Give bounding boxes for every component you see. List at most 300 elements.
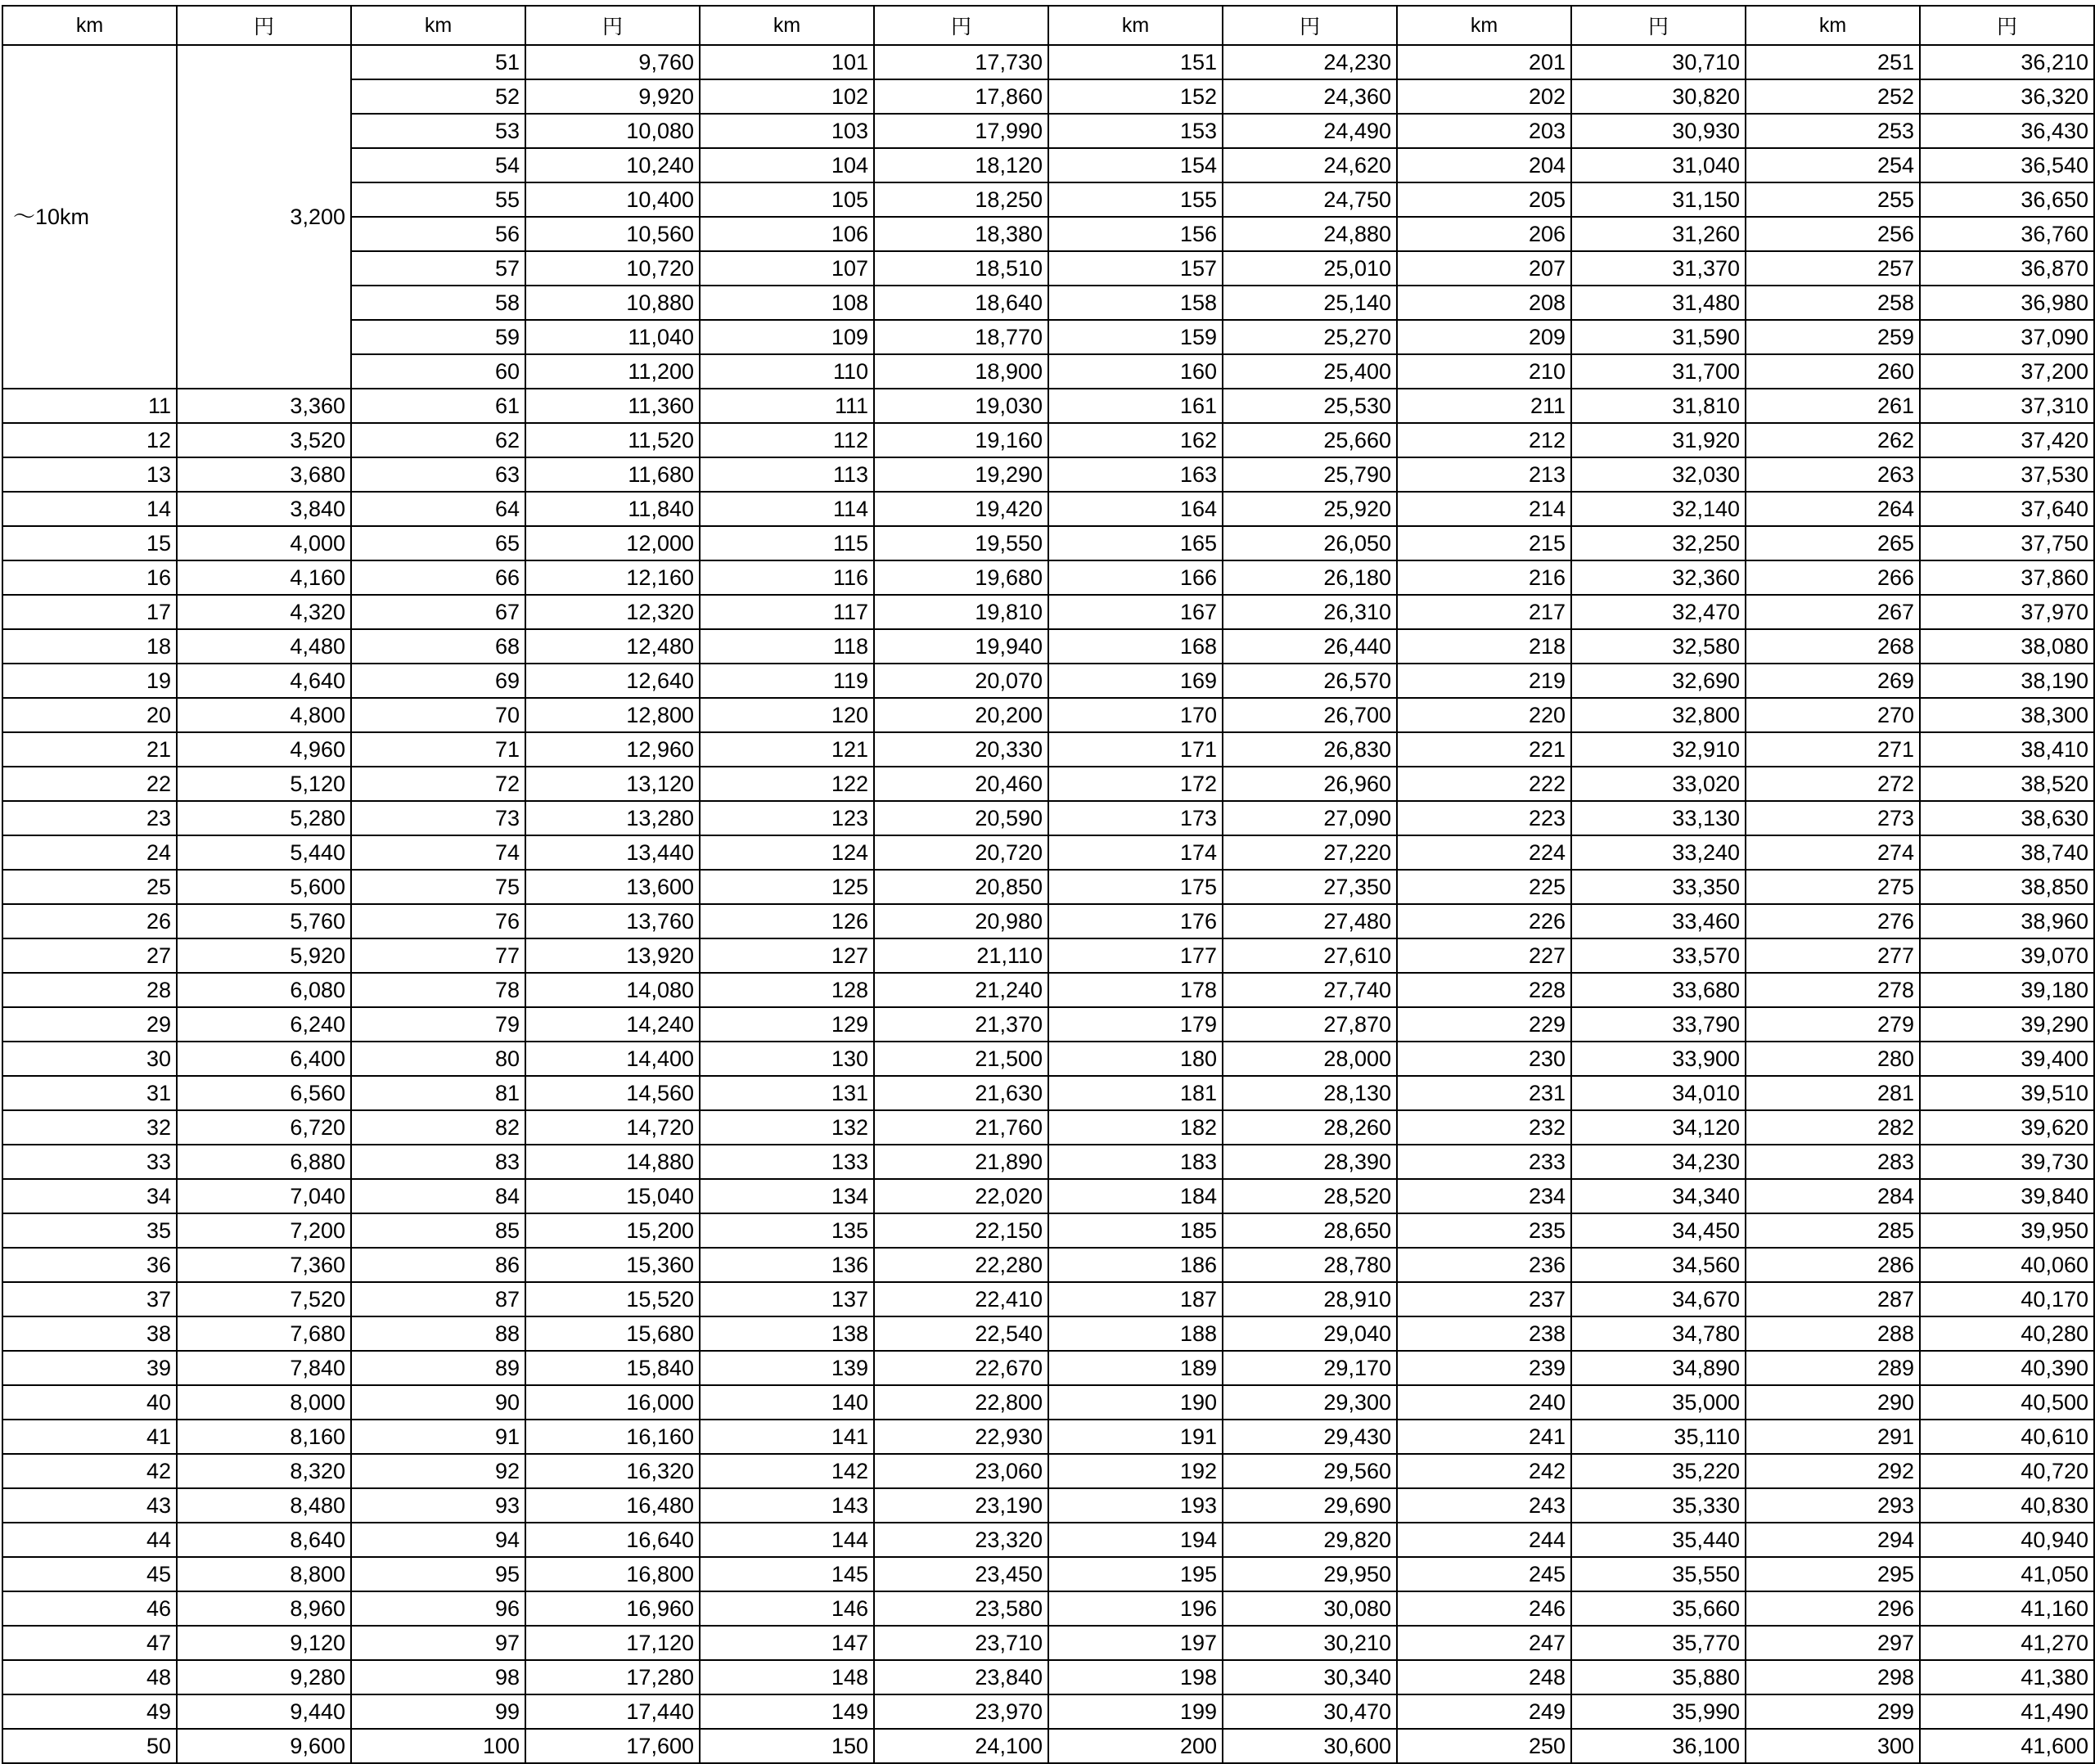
header-yen: 円 (1223, 6, 1397, 45)
fare-cell: 33,680 (1571, 973, 1746, 1007)
fare-cell: 12,320 (525, 595, 700, 629)
table-row (2, 1110, 2094, 1145)
fare-cell: 14,400 (525, 1042, 700, 1076)
fare-cell: 31,370 (1571, 251, 1746, 286)
km-cell: 243 (1397, 1488, 1571, 1523)
fare-cell: 25,920 (1223, 492, 1397, 526)
fare-cell: 27,870 (1223, 1007, 1397, 1042)
km-cell: 107 (700, 251, 874, 286)
km-cell: 55 (351, 182, 525, 217)
km-cell: 110 (700, 354, 874, 389)
table-row (2, 664, 2094, 698)
fare-cell: 9,760 (525, 45, 700, 79)
km-cell: 199 (1048, 1694, 1223, 1729)
fare-table (2, 5, 2095, 1764)
table-row (2, 1385, 2094, 1420)
table-row (2, 1007, 2094, 1042)
fare-cell: 35,550 (1571, 1557, 1746, 1591)
fare-cell: 9,440 (177, 1694, 351, 1729)
km-cell: 180 (1048, 1042, 1223, 1076)
fare-cell: 31,150 (1571, 182, 1746, 217)
km-cell: 165 (1048, 526, 1223, 560)
km-cell: 231 (1397, 1076, 1571, 1110)
table-row (2, 732, 2094, 767)
km-cell: 203 (1397, 114, 1571, 148)
fare-cell: 35,330 (1571, 1488, 1746, 1523)
km-cell: 177 (1048, 938, 1223, 973)
fare-cell: 19,550 (874, 526, 1048, 560)
km-cell: 285 (1746, 1213, 1920, 1248)
km-cell: 185 (1048, 1213, 1223, 1248)
fare-cell: 10,720 (525, 251, 700, 286)
fare-cell: 16,960 (525, 1591, 700, 1626)
km-cell: 200 (1048, 1729, 1223, 1763)
table-row (2, 45, 2094, 79)
fare-cell: 40,390 (1920, 1351, 2094, 1385)
km-cell: 297 (1746, 1626, 1920, 1660)
table-row (2, 1076, 2094, 1110)
km-cell: 228 (1397, 973, 1571, 1007)
fare-cell: 24,750 (1223, 182, 1397, 217)
fare-cell: 36,100 (1571, 1729, 1746, 1763)
km-cell: 41 (2, 1420, 177, 1454)
km-cell: 50 (2, 1729, 177, 1763)
fare-cell: 35,440 (1571, 1523, 1746, 1557)
fare-cell: 40,060 (1920, 1248, 2094, 1282)
km-cell: 27 (2, 938, 177, 973)
fare-cell: 14,720 (525, 1110, 700, 1145)
km-cell: 44 (2, 1523, 177, 1557)
km-cell: 191 (1048, 1420, 1223, 1454)
fare-cell: 5,760 (177, 904, 351, 938)
fare-cell: 40,610 (1920, 1420, 2094, 1454)
fare-cell: 25,400 (1223, 354, 1397, 389)
fare-cell: 34,010 (1571, 1076, 1746, 1110)
km-cell: 145 (700, 1557, 874, 1591)
fare-cell: 15,840 (525, 1351, 700, 1385)
fare-cell: 26,440 (1223, 629, 1397, 664)
km-cell: 91 (351, 1420, 525, 1454)
fare-cell: 15,680 (525, 1316, 700, 1351)
km-cell: 67 (351, 595, 525, 629)
fare-cell: 17,440 (525, 1694, 700, 1729)
km-cell: 190 (1048, 1385, 1223, 1420)
fare-cell: 9,600 (177, 1729, 351, 1763)
km-cell: 78 (351, 973, 525, 1007)
fare-cell: 20,720 (874, 835, 1048, 870)
fare-cell: 30,710 (1571, 45, 1746, 79)
km-cell: 38 (2, 1316, 177, 1351)
km-cell: 246 (1397, 1591, 1571, 1626)
fare-cell: 34,340 (1571, 1179, 1746, 1213)
km-cell: 46 (2, 1591, 177, 1626)
fare-cell: 39,840 (1920, 1179, 2094, 1213)
km-cell: 219 (1397, 664, 1571, 698)
km-cell: 155 (1048, 182, 1223, 217)
fare-cell: 37,420 (1920, 423, 2094, 457)
fare-cell: 11,840 (525, 492, 700, 526)
km-cell: 31 (2, 1076, 177, 1110)
fare-cell: 32,580 (1571, 629, 1746, 664)
km-cell: 161 (1048, 389, 1223, 423)
fare-cell: 29,430 (1223, 1420, 1397, 1454)
fare-cell: 7,200 (177, 1213, 351, 1248)
km-cell: 216 (1397, 560, 1571, 595)
fare-cell: 4,320 (177, 595, 351, 629)
header-yen: 円 (1571, 6, 1746, 45)
km-cell: 47 (2, 1626, 177, 1660)
fare-cell: 36,320 (1920, 79, 2094, 114)
fare-cell: 6,400 (177, 1042, 351, 1076)
km-cell: 71 (351, 732, 525, 767)
km-cell: 70 (351, 698, 525, 732)
fare-cell: 34,230 (1571, 1145, 1746, 1179)
km-cell: 117 (700, 595, 874, 629)
fare-cell: 34,120 (1571, 1110, 1746, 1145)
km-cell: 141 (700, 1420, 874, 1454)
km-cell: 268 (1746, 629, 1920, 664)
fare-cell: 34,890 (1571, 1351, 1746, 1385)
fare-cell: 12,960 (525, 732, 700, 767)
header-yen: 円 (1920, 6, 2094, 45)
fare-cell: 25,660 (1223, 423, 1397, 457)
km-cell: 201 (1397, 45, 1571, 79)
km-cell: 263 (1746, 457, 1920, 492)
fare-cell: 17,280 (525, 1660, 700, 1694)
km-cell: 128 (700, 973, 874, 1007)
km-cell: 251 (1746, 45, 1920, 79)
fare-cell: 24,620 (1223, 148, 1397, 182)
fare-cell: 20,460 (874, 767, 1048, 801)
km-cell: 81 (351, 1076, 525, 1110)
km-cell: 30 (2, 1042, 177, 1076)
km-cell: 130 (700, 1042, 874, 1076)
fare-cell: 27,610 (1223, 938, 1397, 973)
km-cell: 279 (1746, 1007, 1920, 1042)
fare-cell: 39,730 (1920, 1145, 2094, 1179)
fare-cell: 33,460 (1571, 904, 1746, 938)
km-cell: 12 (2, 423, 177, 457)
km-cell: 57 (351, 251, 525, 286)
km-cell: 230 (1397, 1042, 1571, 1076)
fare-cell: 25,010 (1223, 251, 1397, 286)
km-cell: 116 (700, 560, 874, 595)
km-cell: 269 (1746, 664, 1920, 698)
km-cell: 227 (1397, 938, 1571, 973)
km-cell: 83 (351, 1145, 525, 1179)
km-cell: 224 (1397, 835, 1571, 870)
km-cell: 36 (2, 1248, 177, 1282)
fare-cell: 3,360 (177, 389, 351, 423)
km-cell: 108 (700, 286, 874, 320)
header-row (2, 6, 2094, 45)
km-cell: 278 (1746, 973, 1920, 1007)
fare-cell: 17,990 (874, 114, 1048, 148)
fare-cell: 41,160 (1920, 1591, 2094, 1626)
header-km: km (1746, 6, 1920, 45)
fare-cell: 21,890 (874, 1145, 1048, 1179)
fare-cell: 10,560 (525, 217, 700, 251)
fare-cell: 37,310 (1920, 389, 2094, 423)
fare-cell: 23,060 (874, 1454, 1048, 1488)
fare-cell: 4,960 (177, 732, 351, 767)
table-row (2, 1660, 2094, 1694)
km-cell: 120 (700, 698, 874, 732)
km-cell: 261 (1746, 389, 1920, 423)
fare-cell: 22,670 (874, 1351, 1048, 1385)
fare-cell: 13,920 (525, 938, 700, 973)
table-row (2, 389, 2094, 423)
km-cell: 169 (1048, 664, 1223, 698)
fare-cell: 6,240 (177, 1007, 351, 1042)
km-cell: 254 (1746, 148, 1920, 182)
fare-cell: 41,490 (1920, 1694, 2094, 1729)
km-cell: 171 (1048, 732, 1223, 767)
fare-cell: 31,480 (1571, 286, 1746, 320)
km-cell: 65 (351, 526, 525, 560)
fare-cell: 13,600 (525, 870, 700, 904)
km-cell: 48 (2, 1660, 177, 1694)
fare-cell: 28,780 (1223, 1248, 1397, 1282)
fare-cell: 14,080 (525, 973, 700, 1007)
km-cell: 212 (1397, 423, 1571, 457)
fare-cell: 30,470 (1223, 1694, 1397, 1729)
km-cell: 49 (2, 1694, 177, 1729)
fare-cell: 40,170 (1920, 1282, 2094, 1316)
fare-cell: 15,360 (525, 1248, 700, 1282)
fare-cell: 12,160 (525, 560, 700, 595)
fare-cell: 13,120 (525, 767, 700, 801)
fare-cell: 23,840 (874, 1660, 1048, 1694)
km-cell: 209 (1397, 320, 1571, 354)
km-cell: 126 (700, 904, 874, 938)
km-cell: 23 (2, 801, 177, 835)
fare-cell: 33,240 (1571, 835, 1746, 870)
km-cell: 154 (1048, 148, 1223, 182)
table-row (2, 423, 2094, 457)
km-cell: 156 (1048, 217, 1223, 251)
fare-cell: 31,920 (1571, 423, 1746, 457)
km-cell: 102 (700, 79, 874, 114)
fare-cell: 28,650 (1223, 1213, 1397, 1248)
fare-cell: 38,080 (1920, 629, 2094, 664)
fare-cell: 37,090 (1920, 320, 2094, 354)
km-cell: 166 (1048, 560, 1223, 595)
km-cell: 73 (351, 801, 525, 835)
km-cell: 112 (700, 423, 874, 457)
fare-cell: 39,510 (1920, 1076, 2094, 1110)
km-cell: 256 (1746, 217, 1920, 251)
header-yen: 円 (874, 6, 1048, 45)
km-cell: 210 (1397, 354, 1571, 389)
fare-cell: 36,540 (1920, 148, 2094, 182)
fare-cell: 28,520 (1223, 1179, 1397, 1213)
km-cell: 80 (351, 1042, 525, 1076)
km-cell: 96 (351, 1591, 525, 1626)
fare-cell: 40,720 (1920, 1454, 2094, 1488)
km-cell: 152 (1048, 79, 1223, 114)
km-cell: 92 (351, 1454, 525, 1488)
km-cell: 26 (2, 904, 177, 938)
km-cell: 288 (1746, 1316, 1920, 1351)
fare-cell: 37,640 (1920, 492, 2094, 526)
fare-cell: 27,350 (1223, 870, 1397, 904)
table-row (2, 1179, 2094, 1213)
km-cell: 281 (1746, 1076, 1920, 1110)
km-cell: 42 (2, 1454, 177, 1488)
table-row (2, 492, 2094, 526)
km-cell: 150 (700, 1729, 874, 1763)
km-cell: 247 (1397, 1626, 1571, 1660)
header-km: km (1048, 6, 1223, 45)
km-cell: 287 (1746, 1282, 1920, 1316)
km-cell: 87 (351, 1282, 525, 1316)
fare-cell: 10,240 (525, 148, 700, 182)
fare-cell: 40,280 (1920, 1316, 2094, 1351)
km-cell: 16 (2, 560, 177, 595)
km-cell: 236 (1397, 1248, 1571, 1282)
km-cell: 37 (2, 1282, 177, 1316)
km-cell: 75 (351, 870, 525, 904)
km-cell: 168 (1048, 629, 1223, 664)
km-cell: 32 (2, 1110, 177, 1145)
fare-cell: 34,450 (1571, 1213, 1746, 1248)
fare-cell: 32,690 (1571, 664, 1746, 698)
fare-cell: 24,230 (1223, 45, 1397, 79)
km-cell: 56 (351, 217, 525, 251)
km-cell: 160 (1048, 354, 1223, 389)
km-cell: 62 (351, 423, 525, 457)
fare-cell: 8,000 (177, 1385, 351, 1420)
km-cell: 148 (700, 1660, 874, 1694)
fare-cell: 24,360 (1223, 79, 1397, 114)
km-cell: 106 (700, 217, 874, 251)
km-cell: 280 (1746, 1042, 1920, 1076)
fare-cell: 31,040 (1571, 148, 1746, 182)
km-cell: 222 (1397, 767, 1571, 801)
km-cell: 223 (1397, 801, 1571, 835)
km-cell: 194 (1048, 1523, 1223, 1557)
fare-cell: 20,070 (874, 664, 1048, 698)
fare-cell: 36,430 (1920, 114, 2094, 148)
km-cell: 217 (1397, 595, 1571, 629)
km-cell: 18 (2, 629, 177, 664)
fare-cell: 27,740 (1223, 973, 1397, 1007)
km-cell: 273 (1746, 801, 1920, 835)
km-cell: 248 (1397, 1660, 1571, 1694)
km-cell: 28 (2, 973, 177, 1007)
km-cell: 198 (1048, 1660, 1223, 1694)
fare-cell: 7,680 (177, 1316, 351, 1351)
fare-cell: 22,540 (874, 1316, 1048, 1351)
fare-cell: 39,620 (1920, 1110, 2094, 1145)
fare-cell: 16,000 (525, 1385, 700, 1420)
km-cell: 272 (1746, 767, 1920, 801)
fare-cell: 5,120 (177, 767, 351, 801)
table-row (2, 560, 2094, 595)
fare-cell: 29,300 (1223, 1385, 1397, 1420)
fare-cell: 20,590 (874, 801, 1048, 835)
km-cell: 255 (1746, 182, 1920, 217)
fare-cell: 24,100 (874, 1729, 1048, 1763)
fare-cell: 8,320 (177, 1454, 351, 1488)
km-cell: 170 (1048, 698, 1223, 732)
table-row (2, 595, 2094, 629)
table-row (2, 1557, 2094, 1591)
km-cell: 296 (1746, 1591, 1920, 1626)
fare-cell: 15,200 (525, 1213, 700, 1248)
fare-cell: 18,120 (874, 148, 1048, 182)
table-row (2, 870, 2094, 904)
fare-cell: 11,520 (525, 423, 700, 457)
km-cell: 69 (351, 664, 525, 698)
km-cell: 233 (1397, 1145, 1571, 1179)
km-cell: 33 (2, 1145, 177, 1179)
fare-cell: 35,880 (1571, 1660, 1746, 1694)
fare-cell: 38,850 (1920, 870, 2094, 904)
km-cell: 291 (1746, 1420, 1920, 1454)
km-cell: 131 (700, 1076, 874, 1110)
km-cell: 257 (1746, 251, 1920, 286)
fare-cell: 41,050 (1920, 1557, 2094, 1591)
km-cell: 60 (351, 354, 525, 389)
km-cell: 298 (1746, 1660, 1920, 1694)
fare-cell: 22,280 (874, 1248, 1048, 1282)
fare-cell: 38,300 (1920, 698, 2094, 732)
km-cell: 186 (1048, 1248, 1223, 1282)
table-row (2, 1042, 2094, 1076)
fare-cell: 36,760 (1920, 217, 2094, 251)
fare-cell: 11,200 (525, 354, 700, 389)
fare-cell: 7,520 (177, 1282, 351, 1316)
km-cell: 63 (351, 457, 525, 492)
fare-cell: 34,780 (1571, 1316, 1746, 1351)
fare-cell: 15,040 (525, 1179, 700, 1213)
km-cell: 283 (1746, 1145, 1920, 1179)
km-cell: 163 (1048, 457, 1223, 492)
km-cell: 98 (351, 1660, 525, 1694)
fare-cell: 37,970 (1920, 595, 2094, 629)
km-cell: 66 (351, 560, 525, 595)
km-cell: 58 (351, 286, 525, 320)
fare-cell: 40,500 (1920, 1385, 2094, 1420)
fare-cell: 33,570 (1571, 938, 1746, 973)
km-cell: 147 (700, 1626, 874, 1660)
fare-cell: 23,190 (874, 1488, 1048, 1523)
fare-cell: 37,860 (1920, 560, 2094, 595)
table-row (2, 1316, 2094, 1351)
km-cell: 53 (351, 114, 525, 148)
fare-cell: 20,200 (874, 698, 1048, 732)
km-cell: 237 (1397, 1282, 1571, 1316)
fare-cell: 7,040 (177, 1179, 351, 1213)
km-cell: 146 (700, 1591, 874, 1626)
km-cell: 94 (351, 1523, 525, 1557)
fare-cell: 38,520 (1920, 767, 2094, 801)
fare-cell: 5,440 (177, 835, 351, 870)
km-cell: 104 (700, 148, 874, 182)
fare-cell: 31,810 (1571, 389, 1746, 423)
fare-cell: 41,380 (1920, 1660, 2094, 1694)
table-header (2, 6, 2094, 45)
fare-cell: 18,380 (874, 217, 1048, 251)
km-cell: 86 (351, 1248, 525, 1282)
table-body (2, 45, 2094, 1763)
km-cell: 204 (1397, 148, 1571, 182)
km-cell: 206 (1397, 217, 1571, 251)
fare-cell: 25,140 (1223, 286, 1397, 320)
fare-cell: 6,080 (177, 973, 351, 1007)
